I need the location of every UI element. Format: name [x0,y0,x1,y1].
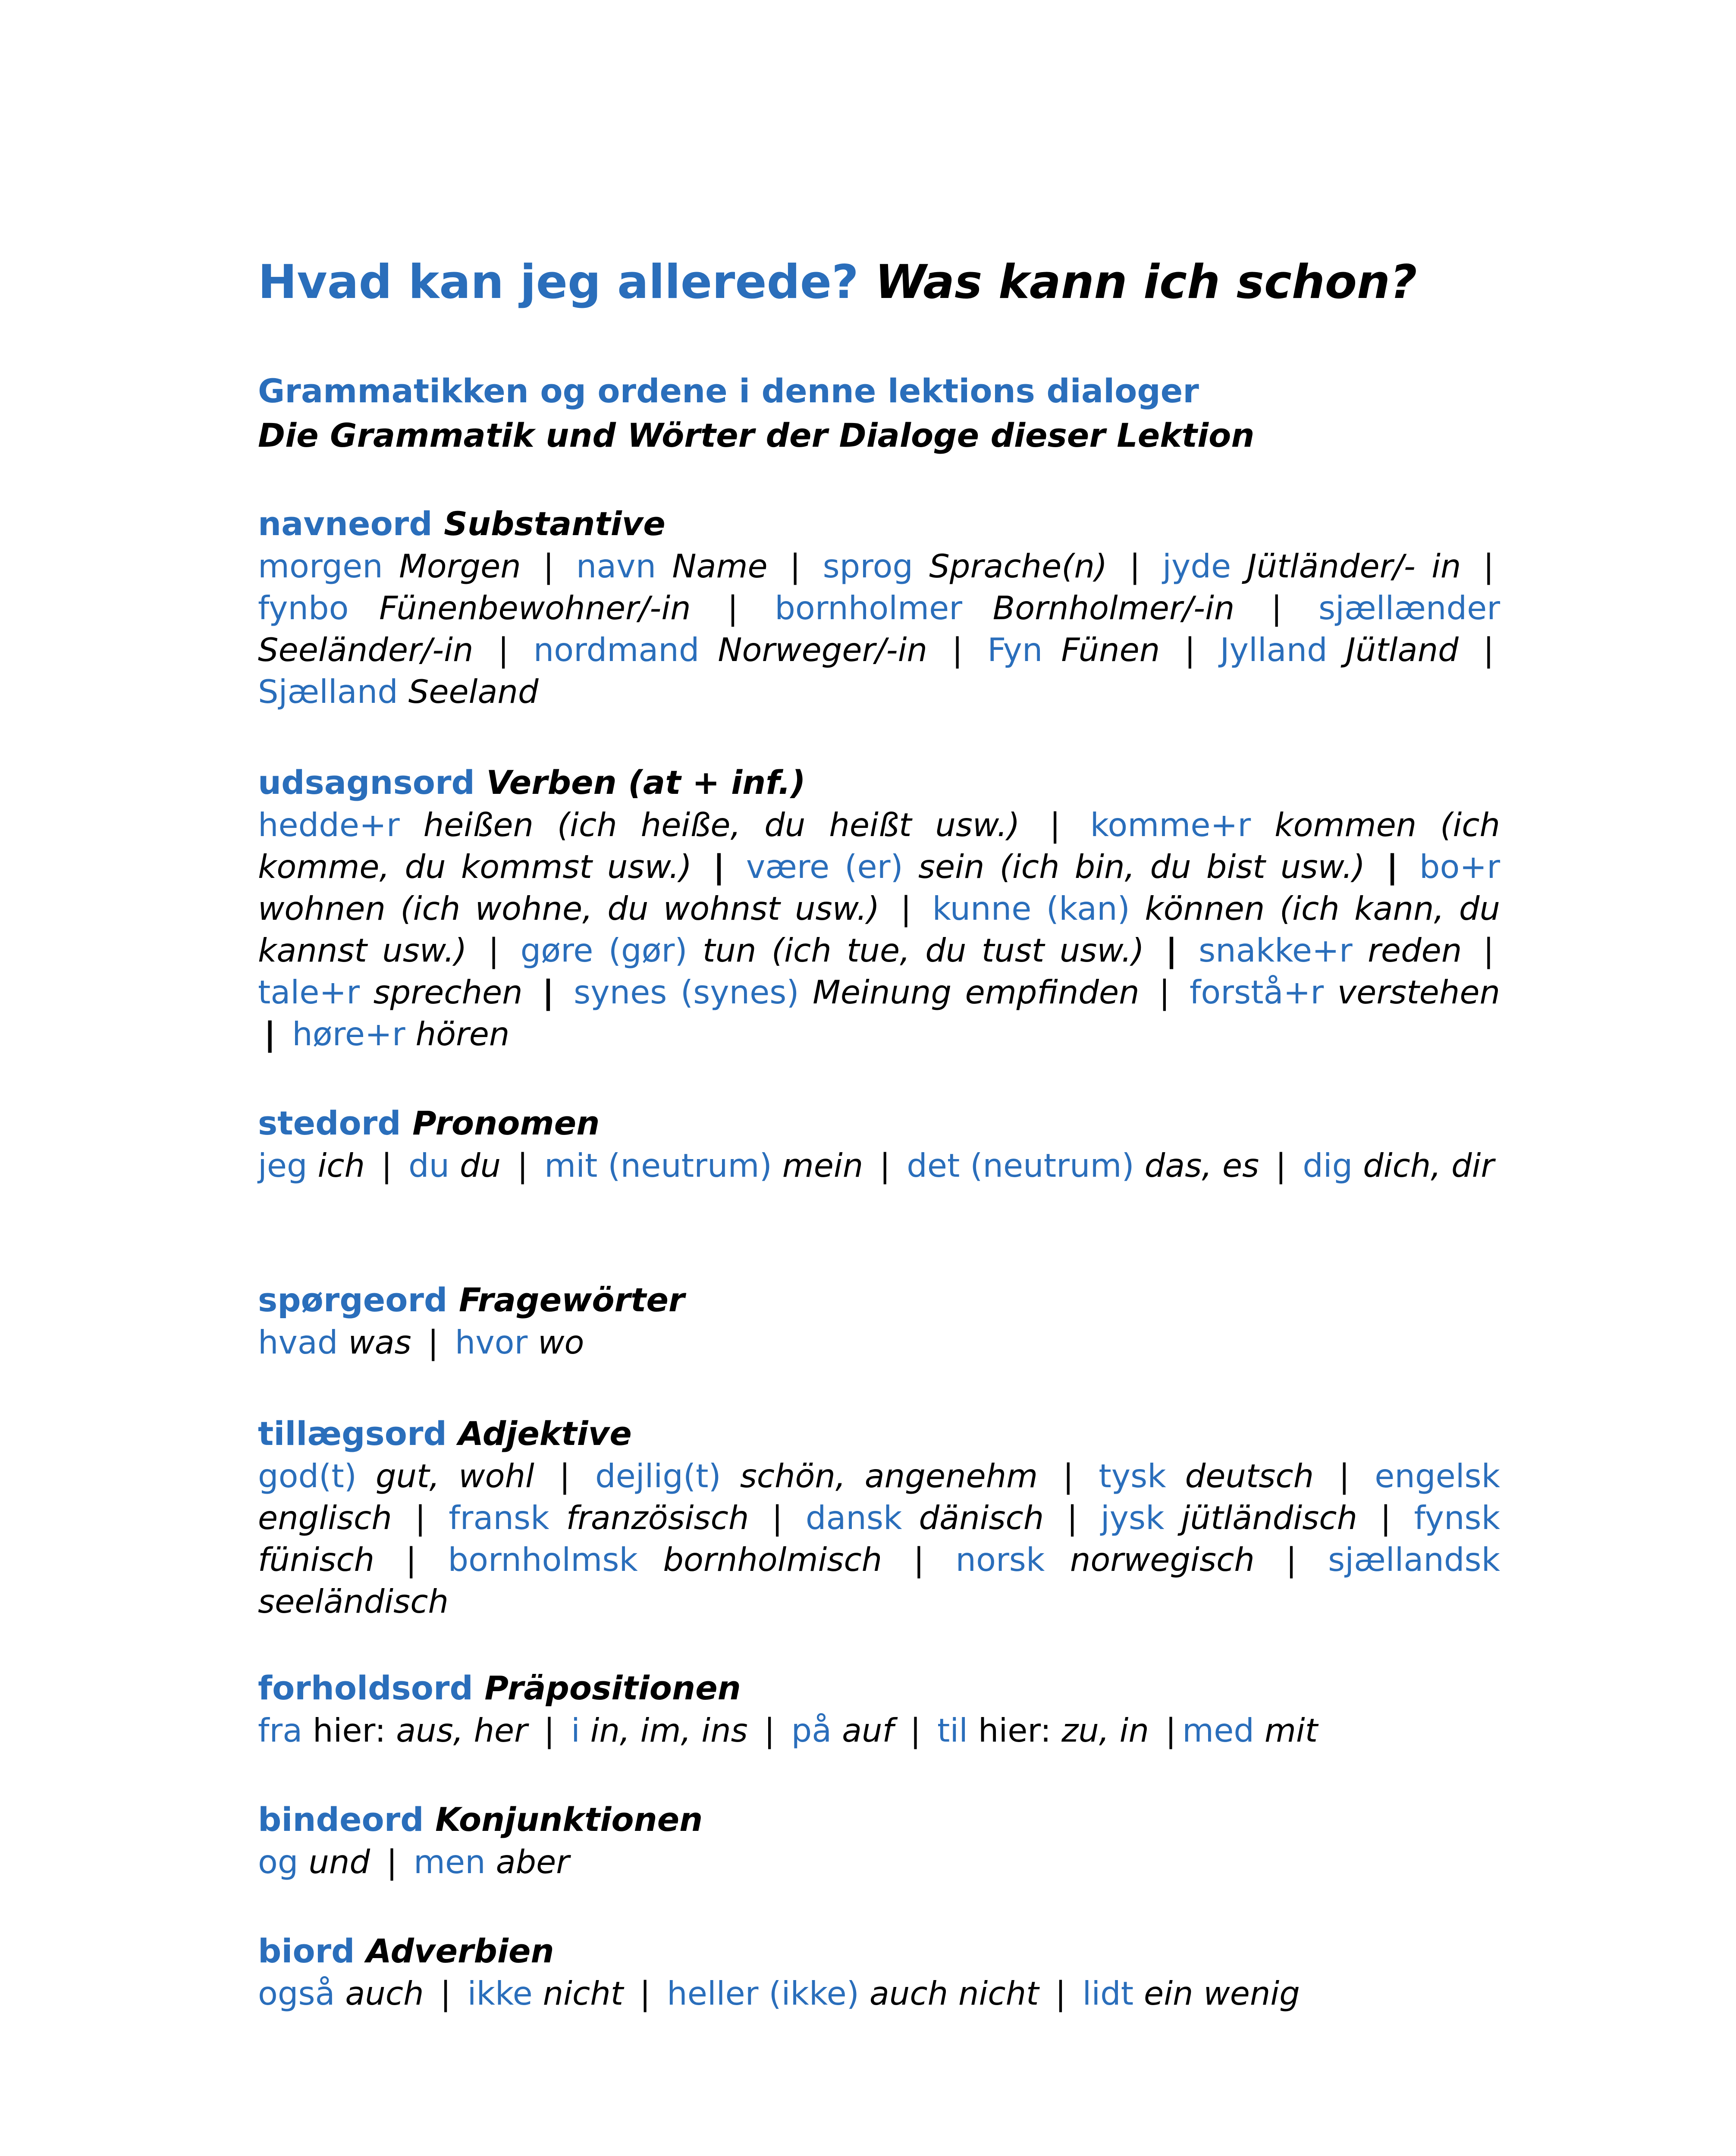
word-danish: til [937,1711,968,1749]
word-danish: ikke [467,1974,533,2012]
word-german: fünisch [258,1541,375,1579]
separator: | [713,848,725,886]
separator: | [1339,1457,1350,1495]
section-heading [258,1279,1500,1322]
separator: | [498,631,509,669]
separator: | [1067,1499,1078,1537]
word-german: Seeland [408,673,539,711]
word-danish: god(t) [258,1457,357,1495]
word-german: ich [317,1147,365,1185]
word-danish: jyde [1162,547,1231,585]
separator: | [1386,848,1398,886]
heading-german: Adverbien [366,1932,554,1970]
word-danish: fransk [449,1499,549,1537]
word-german: Norweger/-in [718,631,928,669]
separator: | [1159,973,1170,1011]
word-german: Seeländer/-in [258,631,474,669]
word-danish: engelsk [1375,1457,1501,1495]
section-conjunctions [258,1798,1500,1883]
word-german: gut, wohl [375,1457,534,1495]
word-danish: heller (ikke) [667,1974,860,2012]
word-german: sein (ich bin, du bist usw.) [918,848,1366,886]
separator: | [381,1147,392,1185]
vocabulary-list [258,804,1500,1055]
word-german: auf [842,1711,894,1749]
section-pronouns [258,1102,1500,1187]
heading-danish: udsagnsord [258,763,475,802]
page-title [258,254,1417,310]
section-heading [258,502,1500,545]
word-danish: også [258,1974,335,2012]
lesson-subheading [258,369,1255,458]
vocabulary-list [258,1145,1500,1187]
separator: | [517,1147,528,1185]
separator: | [952,631,963,669]
word-german: Bornholmer/-in [992,589,1235,627]
separator: | [910,1711,921,1749]
word-german: seeländisch [258,1583,449,1620]
separator: | [790,547,801,585]
word-german: deutsch [1185,1457,1314,1495]
vocabulary-list [258,1841,1500,1883]
word-danish: fra [258,1711,303,1749]
separator: | [414,1499,426,1537]
word-danish: norsk [955,1541,1045,1579]
section-heading [258,761,1500,804]
word-danish: dejlig(t) [595,1457,721,1495]
separator: | [772,1499,783,1537]
heading-danish: tillægsord [258,1414,447,1453]
section-heading [258,1667,1552,1710]
word-german: in, im, ins [590,1711,748,1749]
section-heading [258,1798,1500,1841]
heading-german: Präpositionen [484,1669,741,1707]
word-german: Morgen [399,547,521,585]
word-danish: nordmand [533,631,700,669]
separator: | [1380,1499,1391,1537]
separator: | [1271,589,1282,627]
word-german: Fünenbewohner/-in [379,589,691,627]
separator: | [764,1711,775,1749]
word-german: jütländisch [1181,1499,1358,1537]
word-german: französisch [566,1499,749,1537]
word-german: du [460,1147,501,1185]
heading-danish: navneord [258,505,433,543]
section-heading [258,1412,1500,1455]
section-verbs [258,761,1500,1055]
word-german: auch nicht [869,1974,1039,2012]
separator: | [405,1541,417,1579]
word-danish: dansk [805,1499,902,1537]
separator: | [900,890,912,928]
word-danish: bornholmsk [448,1541,638,1579]
hier-note: hier: [978,1711,1052,1749]
heading-german: Substantive [444,505,666,543]
separator: | [1275,1147,1287,1185]
section-adjectives [258,1412,1500,1623]
section-prepositions [258,1667,1552,1752]
separator: | [1483,547,1494,585]
separator: | [1049,806,1061,844]
separator: | [1055,1974,1066,2012]
heading-german: Verben (at + inf.) [486,763,806,802]
page-title-danish: Hvad kan jeg allerede? [258,255,859,309]
word-danish: du [408,1147,450,1185]
separator: | [559,1457,571,1495]
section-question-words [258,1279,1500,1363]
word-danish: jysk [1100,1499,1165,1537]
word-danish: navn [576,547,656,585]
word-danish: men [414,1843,486,1881]
word-danish: komme+r [1090,806,1251,844]
separator: | [640,1974,651,2012]
word-german: verstehen [1337,973,1500,1011]
word-german: können (ich kann, du kannst usw.) [258,890,1500,969]
word-danish: sprog [822,547,913,585]
subheading-german: Die Grammatik und Wörter der Dialoge dieser Lektion [258,416,1255,454]
section-heading [258,1102,1500,1145]
word-german: dich, dir [1363,1147,1494,1185]
separator: | [386,1843,398,1881]
word-german: Fünen [1061,631,1160,669]
word-german: wo [538,1323,584,1361]
separator: | [1286,1541,1297,1579]
word-danish: dig [1303,1147,1353,1185]
word-danish: mit (neutrum) [544,1147,772,1185]
word-german: dänisch [919,1499,1044,1537]
word-danish: jeg [258,1147,308,1185]
word-danish: høre+r [292,1015,405,1053]
word-danish: morgen [258,547,383,585]
word-danish: Fyn [987,631,1043,669]
word-danish: Jylland [1220,631,1328,669]
word-danish: synes (synes) [574,973,799,1011]
separator: | [727,589,738,627]
word-german: sprechen [373,973,523,1011]
word-german: reden [1368,931,1462,969]
word-german: Jütländer/- in [1247,547,1461,585]
separator: | [879,1147,891,1185]
word-german: norwegisch [1070,1541,1255,1579]
word-danish: og [258,1843,298,1881]
section-heading [258,1930,1500,1973]
heading-danish: biord [258,1932,355,1970]
word-german: Jütland [1346,631,1459,669]
word-german: und [308,1843,370,1881]
word-german: das, es [1144,1147,1259,1185]
word-german: mit [1264,1711,1318,1749]
separator: | [1483,931,1494,969]
word-danish: bo+r [1419,848,1501,886]
word-danish: fynbo [258,589,349,627]
word-german: ein wenig [1144,1974,1300,2012]
heading-danish: bindeord [258,1800,424,1839]
word-german: heißen (ich heiße, du heißt usw.) [423,806,1020,844]
word-german: wohnen (ich wohne, du wohnst usw.) [258,890,880,928]
word-danish: gøre (gør) [520,931,687,969]
word-german: kommen (ich komme, du kommst usw.) [258,806,1501,886]
word-danish: fynsk [1414,1499,1501,1537]
vocabulary-list [258,1710,1552,1752]
word-danish: forstå+r [1190,973,1324,1011]
separator: | [1483,631,1494,669]
separator: | [488,931,499,969]
heading-german: Adjektive [458,1414,632,1453]
vocabulary-list [258,1973,1500,2015]
vocabulary-list [258,545,1500,713]
section-adverbs [258,1930,1500,2015]
word-german: nicht [543,1974,624,2012]
separator: | [543,1711,555,1749]
word-german: was [348,1323,411,1361]
heading-german: Konjunktionen [435,1800,703,1839]
heading-german: Pronomen [412,1104,600,1142]
word-danish: hvor [455,1323,528,1361]
word-german: mein [782,1147,863,1185]
separator: | [542,973,554,1011]
word-danish: i [571,1711,580,1749]
word-danish: på [791,1711,832,1749]
word-german: Sprache(n) [929,547,1108,585]
vocabulary-list [258,1455,1500,1623]
word-danish: lidt [1082,1974,1134,2012]
separator: | [543,547,554,585]
separator: | [1165,931,1177,969]
heading-danish: stedord [258,1104,401,1142]
word-danish: med [1182,1711,1254,1749]
separator: | [427,1323,439,1361]
word-german: auch [345,1974,424,2012]
separator: | [264,1015,276,1053]
word-german: aus, her [396,1711,527,1749]
word-danish: snakke+r [1199,931,1353,969]
word-german: schön, angenehm [740,1457,1038,1495]
word-german: tun (ich tue, du tust usw.) [703,931,1144,969]
word-german: Name [672,547,768,585]
hier-note: hier: [313,1711,386,1749]
word-danish: hvad [258,1323,338,1361]
separator: | [440,1974,451,2012]
section-nouns [258,502,1500,713]
word-danish: Sjælland [258,673,398,711]
heading-german: Fragewörter [458,1281,685,1319]
word-danish: kunne (kan) [932,890,1130,928]
heading-danish: spørgeord [258,1281,448,1319]
separator: | [1129,547,1140,585]
separator: | [913,1541,925,1579]
separator: | [1063,1457,1074,1495]
word-german: englisch [258,1499,392,1537]
page-title-german: Was kann ich schon? [875,255,1417,309]
separator: | [1184,631,1196,669]
word-danish: tale+r [258,973,360,1011]
word-german: bornholmisch [663,1541,882,1579]
word-danish: tysk [1099,1457,1166,1495]
word-danish: sjællandsk [1328,1541,1501,1579]
word-danish: hedde+r [258,806,400,844]
heading-danish: forholdsord [258,1669,473,1707]
word-german: aber [496,1843,570,1881]
word-danish: være (er) [746,848,903,886]
word-danish: det (neutrum) [907,1147,1134,1185]
word-german: Meinung empfinden [813,973,1140,1011]
word-danish: bornholmer [775,589,963,627]
vocabulary-list [258,1322,1500,1363]
separator: | [1165,1711,1177,1749]
word-danish: sjællænder [1318,589,1501,627]
word-german: hören [415,1015,510,1053]
word-german: zu, in [1061,1711,1149,1749]
subheading-danish: Grammatikken og ordene i denne lektions dialoger [258,372,1199,410]
